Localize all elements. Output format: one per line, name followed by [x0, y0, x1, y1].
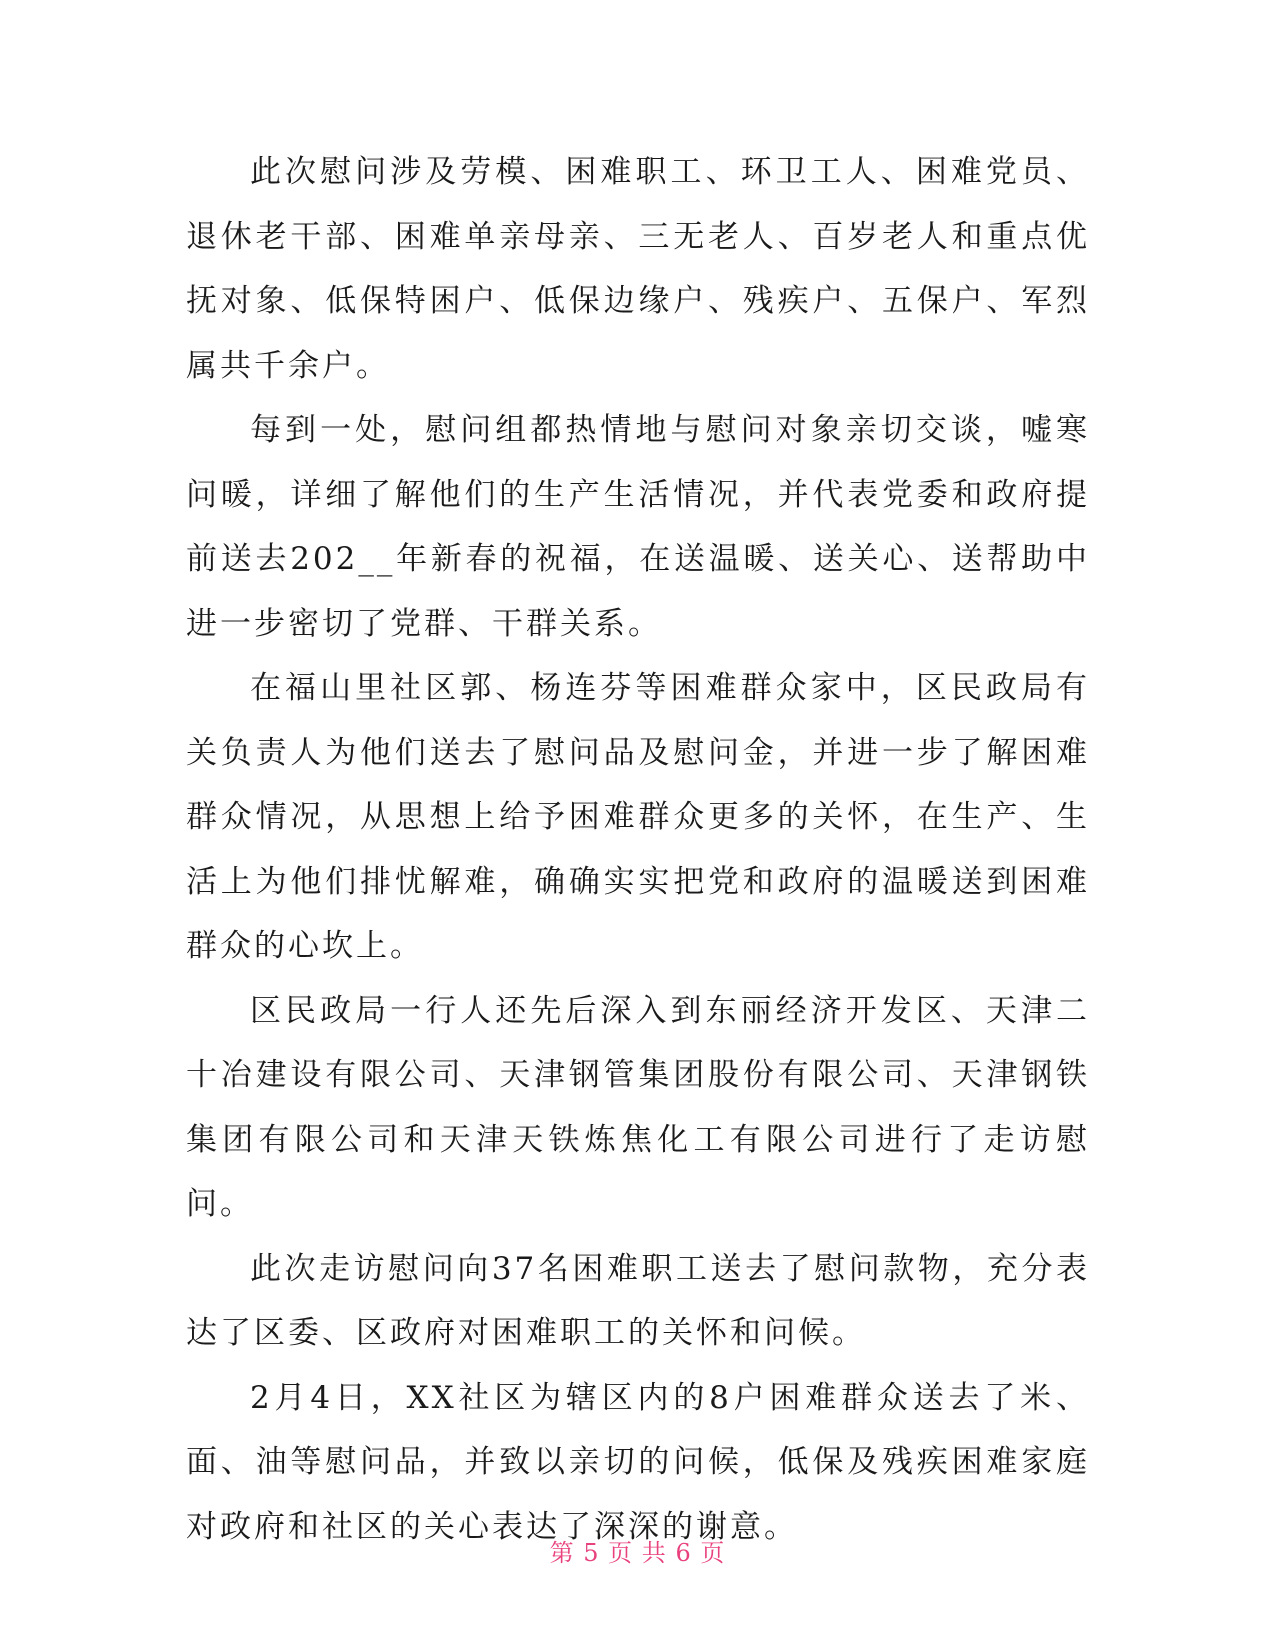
page-number-label: 第 5 页 共 6 页 [549, 1539, 726, 1567]
paragraph-2: 每到一处，慰问组都热情地与慰问对象亲切交谈，嘘寒问暖，详细了解他们的生产生活情况，并代表党委和政府提前送去202__年新春的祝福，在送温暖、送关心、送帮助中进一步密切了党群、干群关系。 [186, 412, 1090, 642]
document-body [186, 140, 1090, 1559]
paragraph-4: 区民政局一行人还先后深入到东丽经济开发区、天津二十冶建设有限公司、天津钢管集团股份有限公司、天津钢铁集团有限公司和天津天铁炼焦化工有限公司进行了走访慰问。 [186, 992, 1090, 1222]
paragraph-5: 此次走访慰问向37名困难职工送去了慰问款物，充分表达了区委、区政府对困难职工的关怀和问候。 [186, 1250, 1090, 1351]
page-footer [0, 1533, 1275, 1568]
paragraph-6: 2月4日，XX社区为辖区内的8户困难群众送去了米、面、油等慰问品，并致以亲切的问候，低保及残疾困难家庭对政府和社区的关心表达了深深的谢意。 [186, 1379, 1090, 1545]
paragraph-3: 在福山里社区郭、杨连芬等困难群众家中，区民政局有关负责人为他们送去了慰问品及慰问金，并进一步了解困难群众情况，从思想上给予困难群众更多的关怀，在生产、生活上为他们排忧解难，确确实实把党和政府的温暖送到困难群众的心坎上。 [186, 670, 1090, 964]
paragraph-1: 此次慰问涉及劳模、困难职工、环卫工人、困难党员、退休老干部、困难单亲母亲、三无老人、百岁老人和重点优抚对象、低保特困户、低保边缘户、残疾户、五保户、军烈属共千余户。 [186, 154, 1090, 384]
